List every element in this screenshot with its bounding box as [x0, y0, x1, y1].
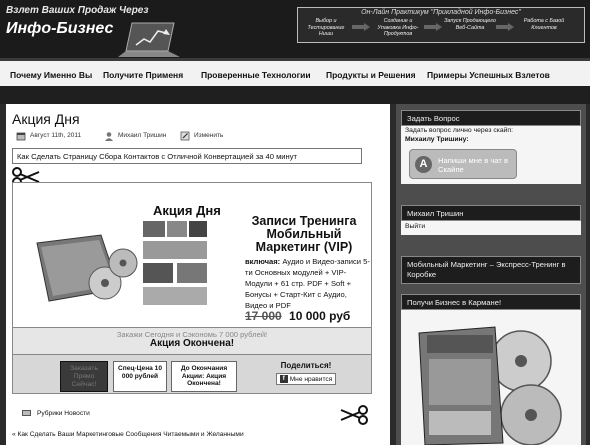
practicum-banner[interactable] [297, 7, 585, 43]
calendar-icon [16, 131, 26, 141]
promo-status-row [12, 328, 372, 354]
promo-block [12, 182, 372, 328]
cta-row [12, 354, 372, 394]
nav-item-success-examples[interactable]: Примеры Успешных Взлетов [427, 70, 550, 80]
main-content [6, 104, 390, 445]
nav-item-technologies[interactable]: Проверенные Технологии [201, 70, 311, 80]
share-label: Поделиться! [280, 361, 332, 370]
product-box-image [31, 213, 231, 313]
skype-button-label: Напиши мне в чат в Скайпе [438, 156, 509, 174]
nav-divider-bar [0, 86, 590, 104]
sidebar [396, 104, 586, 445]
main-nav [0, 58, 590, 86]
sidebar-person-header: Михаил Тришин [401, 205, 581, 221]
order-subtitle: Закажи Сегодня и Сэкономь 7 000 рублей! [116, 330, 268, 339]
product-description-lead: включая: [245, 257, 281, 266]
product-description [245, 256, 371, 311]
like-label: Мне нравится [289, 375, 333, 383]
site-logo[interactable] [6, 3, 196, 53]
facebook-like-button[interactable] [276, 373, 337, 385]
arrow-right-icon [424, 23, 442, 31]
edit-link[interactable]: Изменить [194, 132, 224, 139]
arrow-right-icon [496, 23, 514, 31]
post-author[interactable]: Михаил Тришин [118, 132, 167, 139]
sidebar-ask-panel [401, 126, 581, 184]
banner-step-2: Создание и Упаковка Инфо-Продуктов [377, 18, 419, 37]
laptop-chart-icon [118, 21, 188, 57]
arrow-right-icon [352, 23, 370, 31]
logo-tagline: Взлет Ваших Продаж Через [6, 5, 149, 16]
share-block [271, 361, 341, 385]
dvd-product-image[interactable] [411, 325, 571, 445]
nav-item-products[interactable]: Продукты и Решения [326, 70, 416, 80]
sidebar-ask-header: Задать Вопрос [401, 110, 581, 126]
skype-icon: A [415, 156, 432, 173]
nav-item-get-applied[interactable]: Получите Применя [103, 70, 184, 80]
site-header [0, 0, 590, 58]
sidebar-business-header[interactable]: Получи Бизнес в Кармане! [401, 294, 581, 310]
logo-title: Инфо-Бизнес [6, 20, 114, 37]
categories-link[interactable]: Рубрики Новости [37, 410, 90, 417]
nav-item-why-you[interactable]: Почему Именно Вы [10, 70, 93, 80]
product-price [245, 309, 350, 323]
previous-post-link[interactable]: « Как Сделать Ваши Маркетинговые Сообщения Читаемыми и Желанными [12, 431, 244, 438]
banner-step-3: Запуск Продающего Веб-Сайта [444, 18, 496, 31]
facebook-icon: f [280, 375, 288, 383]
folder-icon [22, 410, 31, 416]
author-icon [104, 131, 114, 141]
scissors-icon [340, 404, 368, 426]
sidebar-person-panel [401, 221, 581, 235]
banner-title: Он-Лайн Практикум "Прикладной Инфо-Бизнес" [361, 9, 521, 16]
skype-chat-button[interactable] [409, 149, 517, 179]
special-price-box: Спец-Цена 10 000 рублей [113, 361, 167, 392]
new-price: 10 000 руб [289, 309, 351, 323]
product-description-text: Аудио и Видео-записи 5-ти Основных модулей + VIP-Модули + 61 стр. PDF + Soft + Бонусы + Старт-Кит с Аудио, Видео и PDF [245, 257, 370, 310]
banner-step-1: Выбор и Тестирование Ниши [307, 18, 345, 37]
product-title: Записи Тренинга Мобильный Маркетинг (VIP) [251, 214, 357, 254]
featured-link[interactable]: Как Сделать Страницу Сбора Контактов с Отличной Конвертацией за 40 минут [12, 148, 362, 164]
sidebar-mobile-header[interactable]: Мобильный Маркетинг – Экспресс-Тренинг в Коробке [401, 256, 581, 284]
promo-ended-label: Акция Окончена! [149, 338, 235, 349]
post-categories [22, 410, 90, 417]
pencil-icon [180, 131, 190, 141]
ask-text: Задать вопрос лично через скайп: [405, 127, 513, 134]
post-date: Август 11th, 2011 [30, 132, 82, 139]
countdown-box: До Окончания Акции: Акция Окончена! [171, 361, 237, 392]
promo-heading: Акция Дня [153, 203, 221, 218]
ask-name: Михаилу Тришину: [405, 136, 469, 143]
old-price: 17 000 [245, 309, 282, 323]
post-title[interactable]: Акция Дня [12, 111, 80, 127]
banner-step-4: Работа с Базой Клиентов [523, 18, 565, 31]
order-now-button[interactable]: Заказать Прямо Сейчас! [60, 361, 108, 392]
logout-link[interactable]: Выйти [405, 223, 426, 230]
